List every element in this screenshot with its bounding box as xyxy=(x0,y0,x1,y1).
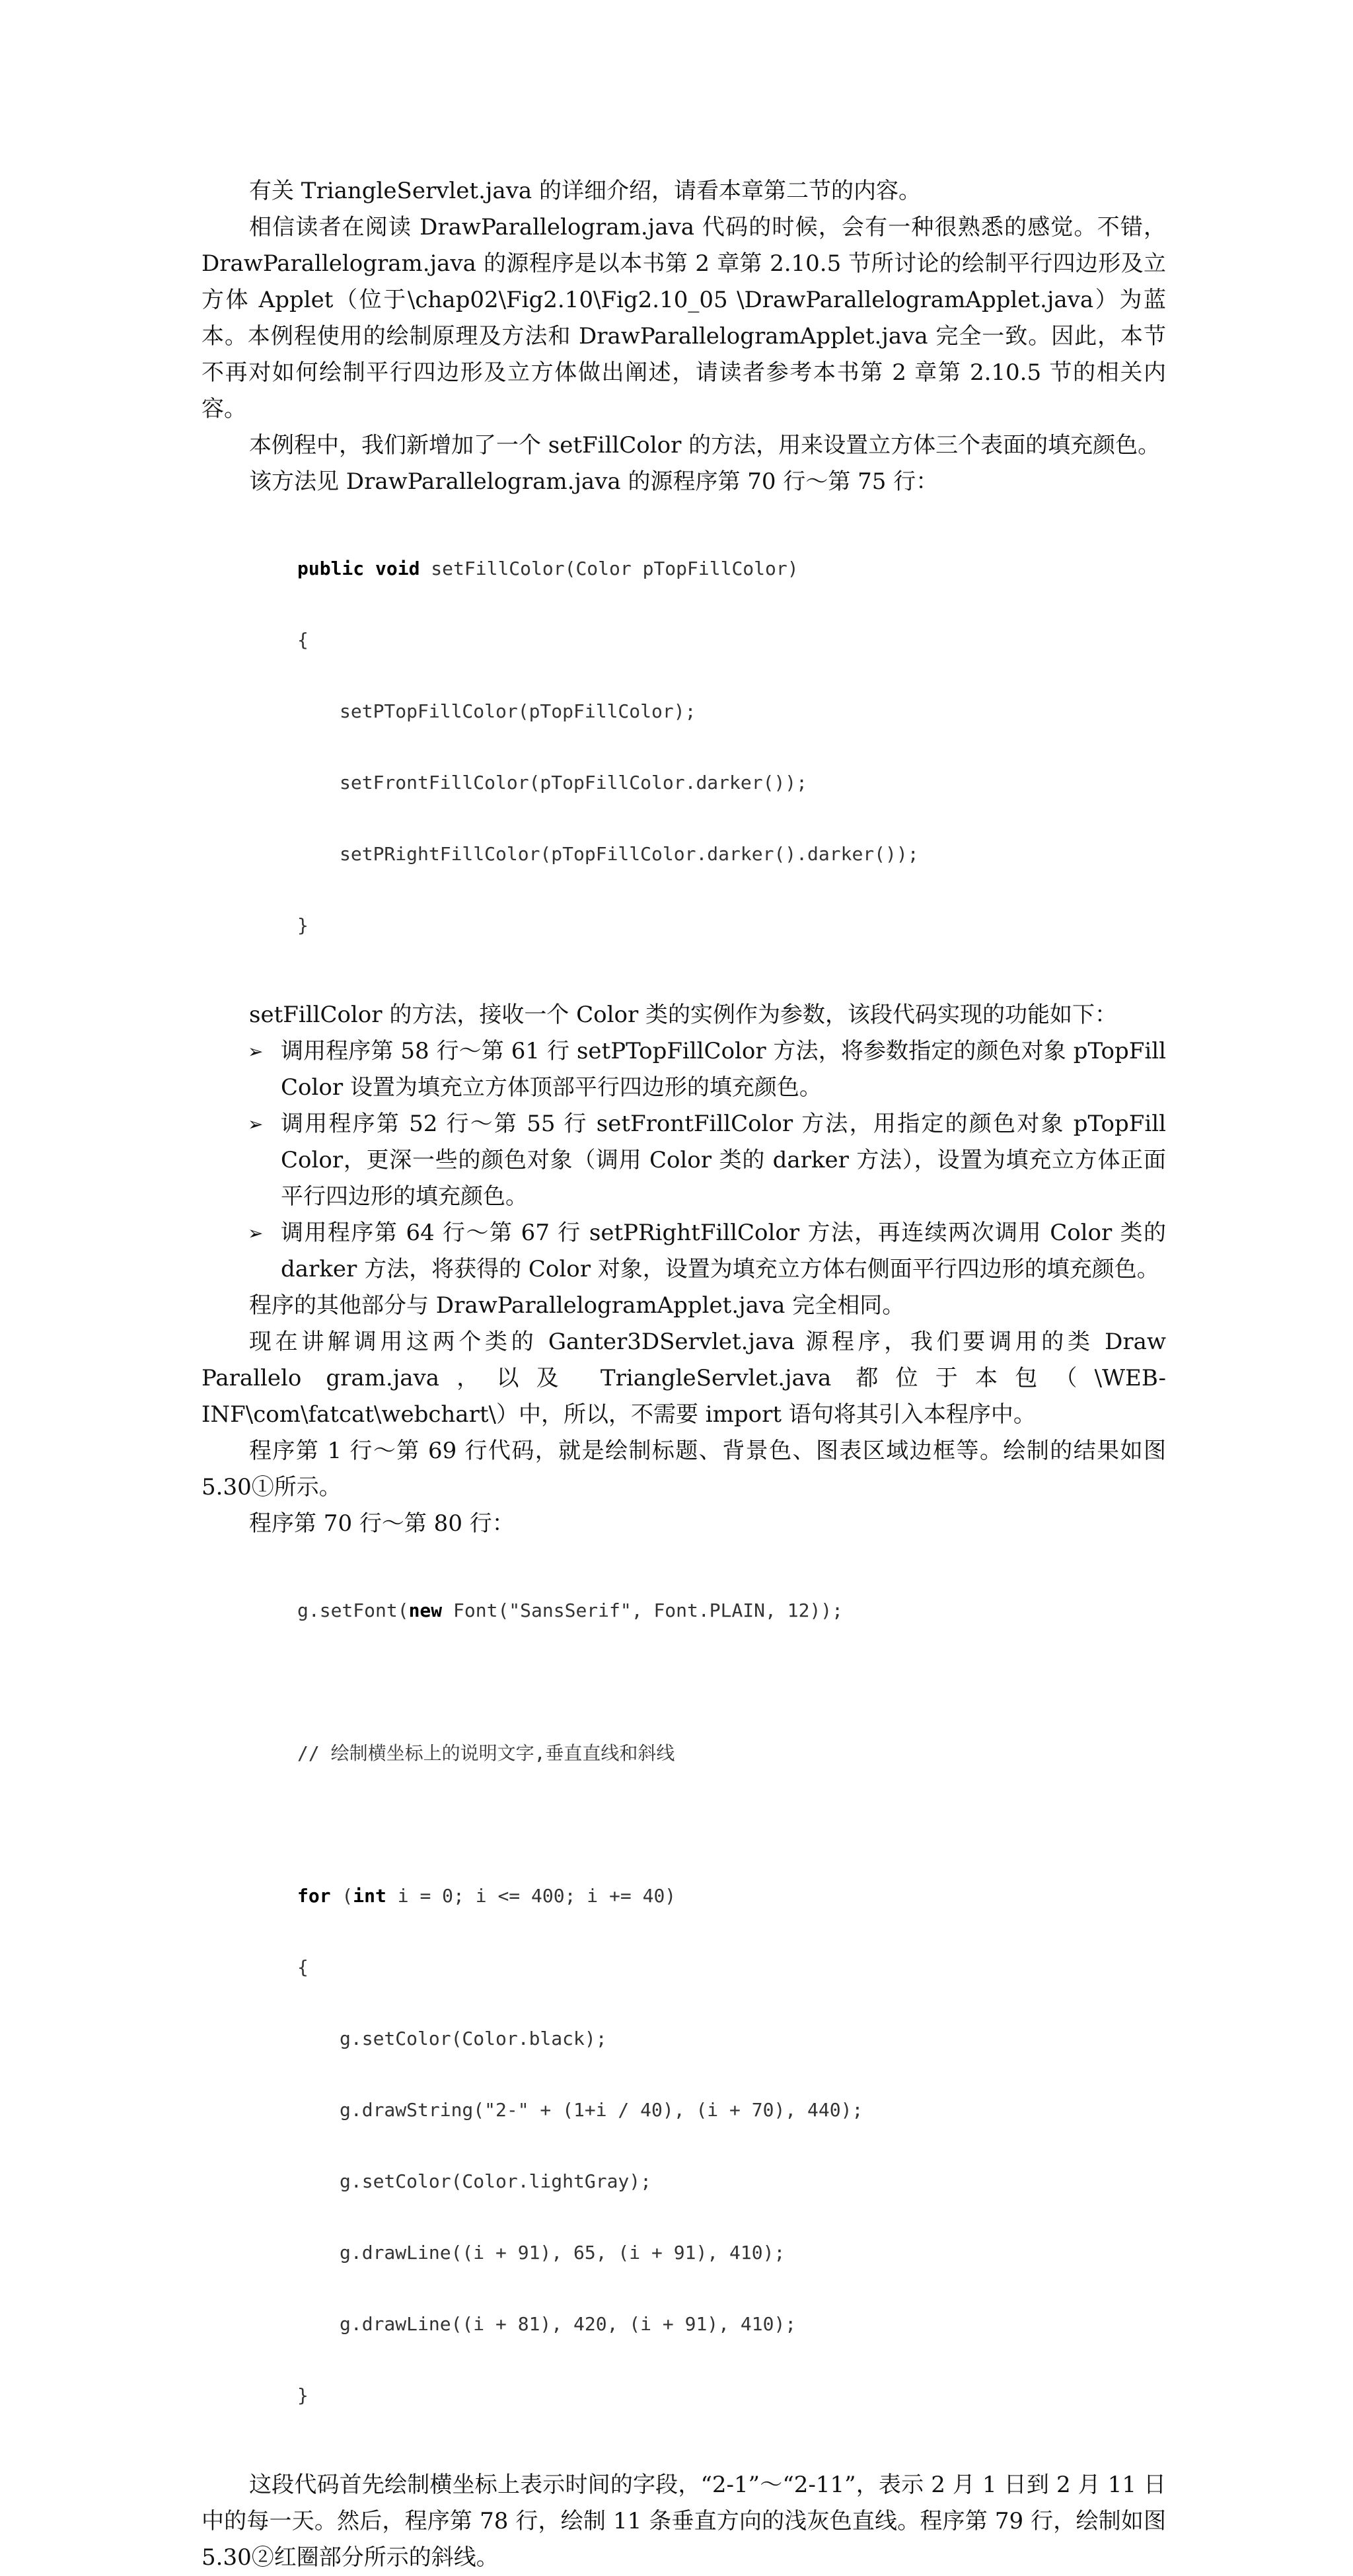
code-line xyxy=(297,1599,1166,1623)
code-line: } xyxy=(297,914,309,936)
code-text: i = 0; i <= 400; i += 40) xyxy=(386,1885,676,1907)
paragraph-method-description: setFillColor 的方法，接收一个 Color 类的实例作为参数，该段代码实现的功能如下： xyxy=(249,1002,1118,1028)
paragraph-draw-parallelogram: 相信读者在阅读 DrawParallelogram.java 代码的时候，会有一种很熟悉的感觉。不错，DrawParallelogram.java 的源程序是以本书第 2 章第 2.10.5 节所讨论的绘制平行四边形及立方体 Applet（位于\chap02\Fig2.10\Fig2.10_05 \DrawParallelogramApplet.java）为蓝本。本例程使用的绘制原理及方法和 DrawParallelogramApplet.java 完全一致。因此，本节不再对如何绘制平行四边形及立方体做出阐述，请读者参考本书第 2 章第 2.10.5 节的相关内容。 xyxy=(201,214,1166,422)
code-line: setPRightFillColor(pTopFillColor.darker().darker()); xyxy=(340,843,919,865)
code-line: setFrontFillColor(pTopFillColor.darker()); xyxy=(340,772,808,793)
code-keyword: int xyxy=(353,1885,386,1907)
code-keyword: for xyxy=(297,1885,331,1907)
code-line: { xyxy=(297,629,309,651)
code-text: setFillColor(Color pTopFillColor) xyxy=(420,558,799,579)
code-line: { xyxy=(297,1956,309,1978)
code-text: Font("SansSerif", Font.PLAIN, 12)); xyxy=(442,1600,844,1621)
bullet-list xyxy=(201,1033,1166,1288)
arrow-bullet-icon: ➢ xyxy=(248,1222,264,1244)
code-line: setPTopFillColor(pTopFillColor); xyxy=(340,700,696,722)
code-block-draw-axis xyxy=(201,1551,1166,2455)
code-block-set-fill-color xyxy=(201,509,1166,985)
code-line: g.setColor(Color.black); xyxy=(340,2028,607,2049)
paragraph-lines-1-69: 程序第 1 行～第 69 行代码，就是绘制标题、背景色、图表区域边框等。绘制的结果如图 5.30①所示。 xyxy=(201,1438,1166,1500)
code-comment: // 绘制横坐标上的说明文字,垂直直线和斜线 xyxy=(297,1742,675,1764)
list-item-text: 调用程序第 58 行～第 61 行 setPTopFillColor 方法，将参数指定的颜色对象 pTopFill Color 设置为填充立方体顶部平行四边形的填充颜色。 xyxy=(281,1038,1166,1101)
code-line: g.drawLine((i + 81), 420, (i + 91), 410); xyxy=(340,2313,797,2335)
code-text: g.setFont( xyxy=(297,1600,409,1621)
code-line: } xyxy=(297,2384,309,2406)
code-text: ( xyxy=(330,1885,353,1907)
paragraph-ganter3d-servlet: 现在讲解调用这两个类的 Ganter3DServlet.java 源程序，我们要调用的类 Draw Parallelo gram.java，以及 TriangleServlet.java 都位于本包（\WEB-INF\com\fatcat\webchart\）中，所以，不需要 import 语句将其引入本程序中。 xyxy=(201,1329,1166,1428)
paragraph-set-fill-color: 本例程中，我们新增加了一个 setFillColor 的方法，用来设置立方体三个表面的填充颜色。 xyxy=(249,432,1161,459)
list-item xyxy=(201,1215,1166,1288)
code-line: g.drawString("2-" + (1+i / 40), (i + 70), 440); xyxy=(340,2099,863,2121)
paragraph-triangle-servlet: 有关 TriangleServlet.java 的详细介绍，请看本章第二节的内容。 xyxy=(249,178,921,204)
code-line xyxy=(297,557,1166,581)
code-keyword: new xyxy=(408,1600,443,1621)
paragraph-lines-70-80: 程序第 70 行～第 80 行： xyxy=(249,1510,515,1537)
list-item-text: 调用程序第 64 行～第 67 行 setPRightFillColor 方法，再连续两次调用 Color 类的 darker 方法，将获得的 Color 对象，设置为填充立方体右侧面平行四边形的填充颜色。 xyxy=(281,1220,1166,1282)
code-line xyxy=(297,1884,1166,1908)
paragraph-axis-explanation: 这段代码首先绘制横坐标上表示时间的字段，“2-1”～“2-11”，表示 2 月 1 日到 2 月 11 日中的每一天。然后，程序第 78 行，绘制 11 条垂直方向的浅灰色直线。程序第 79 行，绘制如图 5.30②红圈部分所示的斜线。 xyxy=(201,2472,1166,2571)
paragraph-method-location: 该方法见 DrawParallelogram.java 的源程序第 70 行～第 75 行： xyxy=(249,468,939,495)
list-item xyxy=(201,1106,1166,1215)
code-line: g.setColor(Color.lightGray); xyxy=(340,2170,652,2192)
paragraph-other-parts: 程序的其他部分与 DrawParallelogramApplet.java 完全相同。 xyxy=(249,1292,905,1319)
arrow-bullet-icon: ➢ xyxy=(248,1041,264,1062)
list-item xyxy=(201,1033,1166,1106)
arrow-bullet-icon: ➢ xyxy=(248,1113,264,1135)
code-keyword: public void xyxy=(297,558,420,579)
list-item-text: 调用程序第 52 行～第 55 行 setFrontFillColor 方法，用指定的颜色对象 pTopFill Color，更深一些的颜色对象（调用 Color 类的 darker 方法），设置为填充立方体正面平行四边形的填充颜色。 xyxy=(281,1111,1166,1210)
page-content xyxy=(201,173,1166,2576)
code-line: g.drawLine((i + 91), 65, (i + 91), 410); xyxy=(340,2242,786,2263)
